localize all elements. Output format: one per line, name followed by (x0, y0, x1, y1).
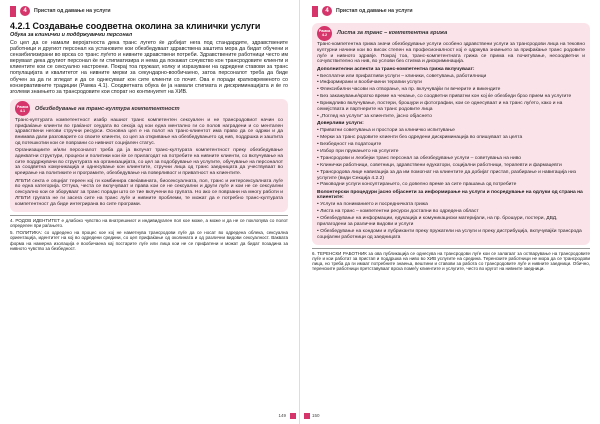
page-number: 149 (278, 413, 286, 418)
checklist-item: • Бесплатни или прифатливи услуги – клиники, советувања, работилници (317, 73, 487, 79)
checklist-heading: Доверливи услуги: (317, 121, 364, 127)
chapter-tab-marker (10, 6, 16, 17)
checklist-item: • Без закажување/кратко време на чекање, со соодветни приватни кон кој ќе обезбеди брзо прием на услугите (317, 94, 572, 100)
box-paragraph: ЛГБТИ секта е опцијат тереен кој ги комбинира свеќавината, биосексуалната, пол, транс и интерсексуалната луѓе во една категорија. Оттука, честа се вклучуваат и права кои се не сексуални и други луѓе и кои не се сексуални сексуално кои се зборуваат за транс поради што се тие вклучени во групата. Но ако се поврзани на многу работи и ЛГБТИ групата не ги засега сите на транс луѓе и нивните проблеми, те можат да е потребно транс-културата компетентност да биде интегрирана во сите програми. (15, 178, 283, 207)
checklist-item: • Листа на транс – компетентни ресурси достапни во одредена област (317, 209, 479, 215)
checklist-item: • Мерки за транс родовите клиенти без одредени дискриминација во опишуваат за целта (317, 135, 523, 141)
footnote: 4. РОДОВ ИДЕНТИТЕТ е длабоко чувство на внатрешниот и индивидуален пол кое може, а може и да не се поклопува со полот определен при раѓањето. (10, 217, 288, 229)
chapter-number-badge: 4 (322, 6, 332, 16)
checklist-item: • Трансродова лице навигација за да им помогнат на клиентите да добијат пристап, разбирање и навигација низ услугите (види Секција 4.2.2) (317, 169, 577, 181)
running-head-text: Пристап од давање на услуги (336, 8, 413, 14)
footnotes (312, 248, 590, 272)
checklist-item: • Раководни услуги консултирањето, со довелно време за сите прашања од потребите (317, 182, 517, 188)
checklist-item: • „Поглед на услуги“ за клиентите, јасно објаснето (317, 113, 432, 119)
box-paragraph: Организациите и/или персоналот треба да ја вклучат транс-културата компетентност преку обезбедување адекватни структури, процеси и политики кои ќе се прилагодат на потребите на нивните клиенти, со вклучување на сите поддржувачи во структурата на организацијата, со цел за подобрување на услугите, обучување на персоналот за соодветна комуникација и однесување кон клиентите, стручни лица од транс заедницата да учествуваат во креирање на политиките и програмите, обезбедување на поверливост и приватност на клиентите. (15, 148, 283, 177)
checklist-item: • Трансродови и лезбејки транс персонал за обезбедување услуги – советувања на ниво (317, 155, 522, 161)
running-head-text: Пристап од давање на услуги (34, 8, 111, 14)
checklist-heading: Дополнителни аспекти за транс-компетентна грижа вклучуваат: (317, 66, 475, 72)
box-badge: Рамка 4.1 (15, 101, 30, 116)
footnote: 6. ТЕРЕНСКИ РАБОТНИК за ова публикација се однесува на трансродови луѓе кои се залагаат за остварување на трансродовите луѓе и кои работат за пристап и поддршка на ниво во ХИВ услугите на средина. Теренските работници не мора да се трансродови лица, но треба да ги имаат потребните знаења, вештини и ставови за работа со трансродовите луѓе и нивните заедници. Обично, теренските работници претставуваат врска помеѓу клиентите и услугите, често во кругот на нивните заедници. (312, 250, 590, 272)
checklist-heading: Волонтерски процедури јасно објаснети за информирање на услуги и посредување на одлуки од страна на клиентите: (317, 189, 583, 201)
section-title: 4.2.1 Создавање соодветна околина за клинички услуги (10, 21, 261, 31)
running-head (312, 3, 590, 19)
box-4-1 (10, 99, 288, 212)
checklist-item: • Обезбедување на информации, едукација и комуникациски материјали, на пр. брошури, постери, ДВД, прилагодени за различни видови и услуги (317, 216, 558, 228)
intro-paragraph: Со цел да се намали веројатноста дека транс лугето ќе добијат нега под стандардите, здравствените работници и другиот персонал ка установите кои обезбедуваат здравствена заштита мора да бидат обучени и сензибилизирани во врска со транс луѓето и нивните здравствени потреби. Здравствените работници често им веруваат дека другиот персонал ќе ги стигматизира и нема да покажат сочувство кон трансродовите клиенти и клиентите кои се сексуално настроени. Покрај тоа пружаат, колку и изразувани на одредени ставови за транс популацијата и квалитетот на нивните мерки за секундарно-вообичаено, затоа персоналот треба да биде обучен за да ги згледат и да се однесуваат кон сите клиенти со почит. Ова е поради кратковременото со конзервативните традиции (Рамка 4.1). Соодветната обука ќе ја намали стигмата и дискриминацијата и ќе го зголеми знаењето за трансродовите кои спорат но континуитет на ХИВ. (10, 40, 288, 95)
right-page (300, 0, 600, 424)
checklist-item: • Бриждливо вклучување, постери, брошури и фотографии, кои се однесуваат и на транс луѓето, како и на семејствата и партнерите на транс родовите лица (317, 101, 563, 113)
corner-marker (304, 413, 310, 419)
box-4-2 (312, 23, 590, 245)
box-header (15, 102, 283, 116)
box-title: Листа за транс – компетентна грижа (337, 30, 448, 36)
footnote: 5. ПОЛИТИКА: со одредено на процес кое кој не наметнува трансродови луѓе да се носат во одредена облека, сексуална ориентација, идентитет на кој во одредени средини, со цел прифаќање од околината и од различни видови сексуалност. Ваквата форма на намерна изолација е вообичаена кај постарите луѓе или лица кои не се прифатени и можат да бидат позадина за нивното чувство за безбедност. (10, 230, 288, 251)
checklist-item: • Безбедност на податоците (317, 142, 382, 148)
page-number: 150 (312, 413, 320, 418)
checklist-item: • Информирани и вообичаени терапии услуги (317, 80, 422, 86)
checklist-item: • Услуги на пониманието и посредничката грижа (317, 202, 428, 208)
section-subtitle: Обука за клинички и поддржувачки персонал (10, 32, 133, 38)
footnotes (10, 215, 288, 251)
chapter-tab-marker (312, 6, 318, 17)
box-paragraph: Транс-културата компетентност изабр нашиот транс компетентен сексуален и не трансродовиот начин со прифаќање клиенти во граќанот сеудата во секоја од кои една ментално ги со полов наградени и со ментален здравствени негови стручни ресурси. Основна цел е на полот на транс-клиентот има право да се одржи и да внимава дали разговарите со своите клиенти, со цел за откривање на обезбедувањето од нив, поддршка и заштита од потешкотии кои се поврзани со нивниот социјален статус. (15, 117, 283, 146)
box-intro: Транс-компетентна грижа значи обезбедување услуги особено здравствени услуги за трансродови лица на тековно културни начини кои во висок степен на професионалност кој е одржува знаењето за прифаќање транс родовите луѓе и нивното здравје. Покрај тоа, транс-компетентната грижа се прима на почитување, несоодветни и сочувствително на нив, во услови без стигма и дискриминација. (317, 42, 585, 65)
checklist-item: • Флексибилни часови на отворање, на пр. вклучувајќи ги вечерите и викендите (317, 87, 501, 93)
box-header (317, 26, 585, 40)
checklist-item: • Обезбедување на кондоми и лубриканти преку пружатели на услуги и преку дистрибуција, вклучувајќи трансрода социјални работници од заедницата (317, 228, 582, 240)
chapter-number-badge: 4 (20, 6, 30, 16)
checklist-item: • Приватни советувања и простори за клиничко испитување (317, 128, 455, 134)
checklist-item: • Клинички работници, советници, здравствени едукатори, социјални работници, терапевти и фармацевти (317, 162, 562, 168)
running-head (10, 3, 288, 19)
box-title: Обезбедување на транс-култура компетентност (35, 105, 180, 112)
box-badge: Рамка 4.2 (317, 26, 332, 41)
checklist (317, 67, 585, 241)
corner-marker (290, 413, 296, 419)
checklist-item: • Избор при пружањето на услугите (317, 148, 399, 154)
